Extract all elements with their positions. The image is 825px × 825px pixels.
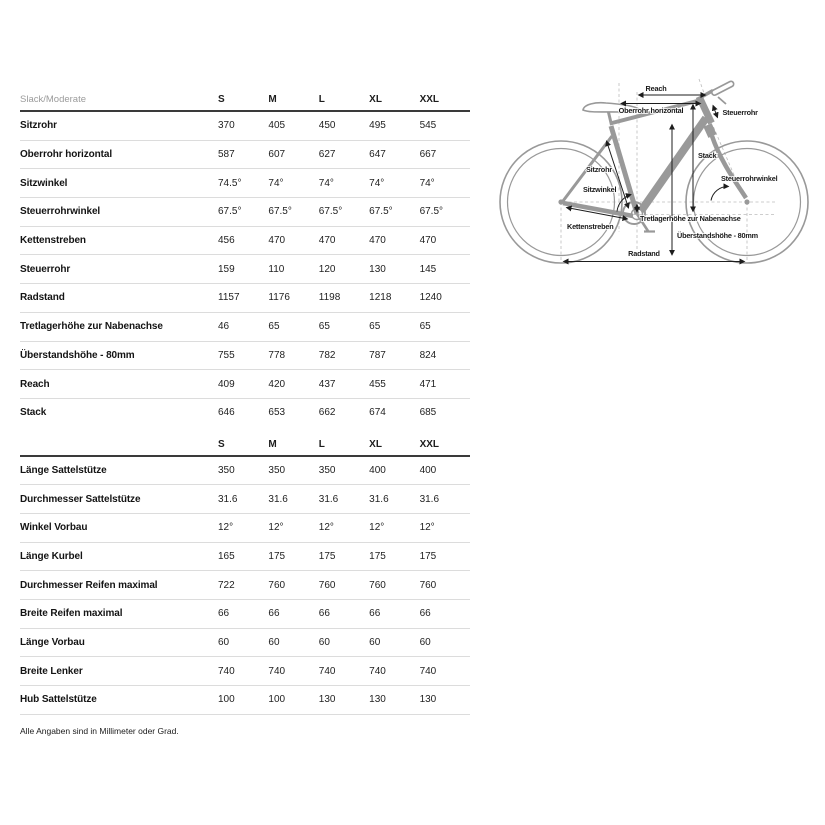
cell-value: 455 <box>369 378 386 390</box>
cell-value: 1240 <box>419 292 442 304</box>
cell-value: 760 <box>318 579 336 591</box>
table-header-row-1 <box>20 88 470 112</box>
cell-value: 760 <box>419 579 437 591</box>
reach-label: Reach <box>645 84 667 93</box>
cell-value: 130 <box>369 694 386 706</box>
cell-value: 587 <box>218 149 235 161</box>
row-label: Steuerrohrwinkel <box>20 206 101 218</box>
steuerrohrwinkel-label: Steuerrohrwinkel <box>721 174 778 183</box>
column-header-xxl: XXL <box>419 93 440 105</box>
cell-value: 627 <box>318 149 336 161</box>
cell-value: 667 <box>419 149 437 161</box>
column-header-l-2: L <box>318 438 325 450</box>
cell-value: 653 <box>268 407 286 419</box>
row-label: Kettenstreben <box>20 235 86 247</box>
ueberstandshoehe-label: Überstandshöhe - 80mm <box>677 231 758 240</box>
cell-value: 110 <box>268 263 285 275</box>
column-header-l: L <box>318 93 325 105</box>
row-label: Winkel Vorbau <box>20 522 88 534</box>
table-row <box>20 629 470 658</box>
table-row <box>20 227 470 256</box>
cell-value: 437 <box>318 378 336 390</box>
table-header-row-2 <box>20 427 470 457</box>
cell-value: 409 <box>218 378 235 390</box>
cell-value: 1176 <box>268 292 290 304</box>
table-body-components <box>20 457 470 715</box>
cell-value: 470 <box>268 235 286 247</box>
cell-value: 420 <box>268 378 286 390</box>
cell-value: 66 <box>318 608 330 620</box>
cell-value: 1218 <box>369 292 392 304</box>
cell-value: 674 <box>369 407 386 419</box>
table-row <box>20 198 470 227</box>
cell-value: 740 <box>218 665 235 677</box>
cell-value: 60 <box>268 637 280 649</box>
row-label: Tretlagerhöhe zur Nabenachse <box>20 321 163 333</box>
cell-value: 67.5° <box>419 206 444 218</box>
cell-value: 470 <box>318 235 336 247</box>
row-label: Durchmesser Reifen maximal <box>20 579 158 591</box>
cell-value: 159 <box>218 263 235 275</box>
cell-value: 60 <box>369 637 381 649</box>
cell-value: 607 <box>268 149 286 161</box>
cell-value: 65 <box>268 321 280 333</box>
row-label: Überstandshöhe - 80mm <box>20 349 135 361</box>
table-row <box>20 313 470 342</box>
table-footnote: Alle Angaben sind in Millimeter oder Grad. <box>20 725 179 736</box>
cell-value: 65 <box>318 321 330 333</box>
row-label: Länge Kurbel <box>20 550 83 562</box>
row-label: Länge Sattelstütze <box>20 464 107 476</box>
table-row <box>20 284 470 313</box>
cell-value: 405 <box>268 120 286 132</box>
cell-value: 31.6 <box>318 493 339 505</box>
radstand-label: Radstand <box>628 249 660 258</box>
row-label: Sitzrohr <box>20 120 57 132</box>
cell-value: 100 <box>268 694 286 706</box>
cell-value: 722 <box>218 579 235 591</box>
cell-value: 647 <box>369 149 386 161</box>
cell-value: 456 <box>218 235 235 247</box>
cell-value: 12° <box>218 522 234 534</box>
cell-value: 60 <box>218 637 230 649</box>
row-label: Reach <box>20 378 50 390</box>
cell-value: 175 <box>318 550 336 562</box>
row-label: Oberrohr horizontal <box>20 149 112 161</box>
column-header-xl-2: XL <box>369 438 382 450</box>
cell-value: 662 <box>318 407 336 419</box>
cell-value: 350 <box>318 464 336 476</box>
cell-value: 350 <box>268 464 286 476</box>
cell-value: 740 <box>419 665 437 677</box>
sitzrohr-label: Sitzrohr <box>586 165 612 174</box>
geometry-table <box>20 88 470 736</box>
table-row <box>20 543 470 572</box>
cell-value: 646 <box>218 407 235 419</box>
table-row <box>20 686 470 715</box>
table-row <box>20 370 470 399</box>
cell-value: 12° <box>268 522 284 534</box>
cell-value: 470 <box>419 235 437 247</box>
cell-value: 175 <box>268 550 286 562</box>
cell-value: 67.5° <box>268 206 292 218</box>
cell-value: 31.6 <box>218 493 238 505</box>
tretlagerhoehe-label: Tretlagerhöhe zur Nabenachse <box>640 214 741 223</box>
table-row <box>20 342 470 371</box>
cell-value: 760 <box>369 579 386 591</box>
row-label: Breite Reifen maximal <box>20 608 123 620</box>
table-row <box>20 657 470 686</box>
cell-value: 1157 <box>218 292 240 304</box>
cell-value: 470 <box>369 235 386 247</box>
table-row <box>20 141 470 170</box>
table-row <box>20 457 470 486</box>
cell-value: 1198 <box>318 292 341 304</box>
cell-value: 760 <box>268 579 286 591</box>
cell-value: 778 <box>268 349 286 361</box>
table-row <box>20 255 470 284</box>
cell-value: 74° <box>318 177 334 189</box>
column-header-xxl-2: XXL <box>419 438 440 450</box>
row-label: Durchmesser Sattelstütze <box>20 493 141 505</box>
table-row <box>20 485 470 514</box>
cell-value: 685 <box>419 407 437 419</box>
stem-and-handlebar <box>701 84 732 104</box>
cell-value: 370 <box>218 120 235 132</box>
cell-value: 65 <box>369 321 381 333</box>
sitzwinkel-label: Sitzwinkel <box>583 185 617 194</box>
cell-value: 740 <box>369 665 386 677</box>
cell-value: 130 <box>419 694 437 706</box>
table-header-label-empty <box>20 450 218 455</box>
cell-value: 400 <box>369 464 386 476</box>
cell-value: 66 <box>419 608 431 620</box>
table-body-geometry <box>20 112 470 427</box>
table-row <box>20 514 470 543</box>
row-label: Steuerrohr <box>20 263 71 275</box>
cell-value: 824 <box>419 349 437 361</box>
cell-value: 67.5° <box>318 206 343 218</box>
cell-value: 66 <box>268 608 280 620</box>
cell-value: 495 <box>369 120 386 132</box>
cell-value: 31.6 <box>369 493 389 505</box>
cell-value: 175 <box>369 550 386 562</box>
table-header-label: Slack/Moderate <box>20 93 87 105</box>
cell-value: 400 <box>419 464 437 476</box>
cell-value: 782 <box>318 349 336 361</box>
row-label: Stack <box>20 407 47 419</box>
column-header-s: S <box>218 93 225 105</box>
cell-value: 145 <box>419 263 437 275</box>
cell-value: 740 <box>318 665 336 677</box>
cell-value: 60 <box>318 637 330 649</box>
column-header-m-2: M <box>268 438 277 450</box>
cell-value: 545 <box>419 120 437 132</box>
cell-value: 74.5° <box>218 177 242 189</box>
kettenstreben-label: Kettenstreben <box>567 222 614 231</box>
table-row <box>20 571 470 600</box>
steuerrohrwinkel-arc <box>711 186 729 200</box>
column-header-m: M <box>268 93 277 105</box>
cell-value: 130 <box>369 263 386 275</box>
cell-value: 31.6 <box>268 493 288 505</box>
cell-value: 350 <box>218 464 235 476</box>
cell-value: 60 <box>419 637 431 649</box>
cell-value: 755 <box>218 349 235 361</box>
cell-value: 787 <box>369 349 386 361</box>
cell-value: 31.6 <box>419 493 440 505</box>
fork <box>708 125 747 198</box>
cell-value: 471 <box>419 378 437 390</box>
cell-value: 450 <box>318 120 336 132</box>
row-label: Breite Lenker <box>20 665 83 677</box>
steuerrohr-label: Steuerrohr <box>722 108 758 117</box>
row-label: Länge Vorbau <box>20 637 85 649</box>
table-row <box>20 399 470 427</box>
cell-value: 12° <box>318 522 334 534</box>
cell-value: 74° <box>419 177 435 189</box>
column-header-xl: XL <box>369 93 382 105</box>
cell-value: 46 <box>218 321 230 333</box>
cell-value: 67.5° <box>218 206 242 218</box>
row-label: Sitzwinkel <box>20 177 68 189</box>
steuerrohr-arrow <box>713 106 718 118</box>
cell-value: 65 <box>419 321 431 333</box>
row-label: Radstand <box>20 292 65 304</box>
cell-value: 740 <box>268 665 286 677</box>
column-header-s-2: S <box>218 438 225 450</box>
cell-value: 165 <box>218 550 235 562</box>
cell-value: 74° <box>268 177 284 189</box>
bike-geometry-diagram <box>495 60 825 275</box>
cell-value: 66 <box>218 608 230 620</box>
cell-value: 175 <box>419 550 437 562</box>
row-label: Hub Sattelstütze <box>20 694 97 706</box>
cell-value: 100 <box>218 694 235 706</box>
table-row <box>20 600 470 629</box>
cell-value: 66 <box>369 608 381 620</box>
cell-value: 67.5° <box>369 206 393 218</box>
cell-value: 120 <box>318 263 336 275</box>
cell-value: 12° <box>369 522 385 534</box>
cell-value: 12° <box>419 522 435 534</box>
stack-label: Stack <box>698 151 717 160</box>
table-row <box>20 112 470 141</box>
cell-value: 74° <box>369 177 385 189</box>
table-row <box>20 169 470 198</box>
oberrohr-label: Oberrohr horizontal <box>618 106 684 115</box>
cell-value: 130 <box>318 694 336 706</box>
